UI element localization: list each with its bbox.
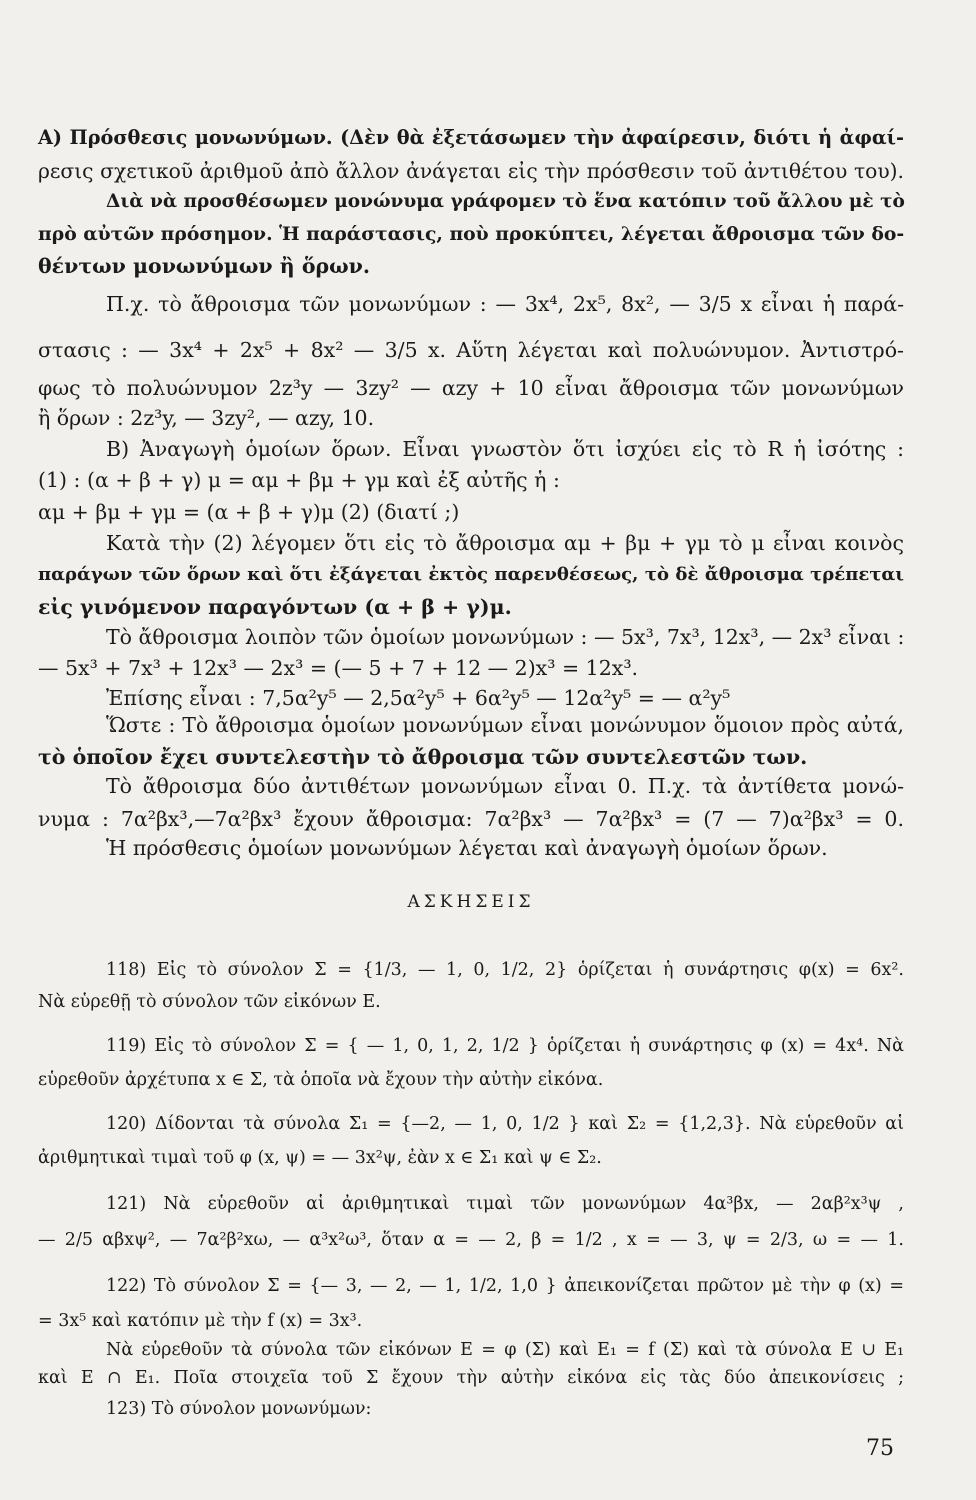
text-line: Ὥστε : Τὸ ἄθροισμα ὁμοίων μονωνύμων εἶναι μονώνυμον ὅμοιον πρὸς αὐτά, — [106, 713, 904, 737]
text-line: ἢ ὅρων : 2z³y, — 3zy², — αzy, 10. — [38, 406, 375, 430]
exercise-line: 118) Εἰς τὸ σύνολον Σ = {1/3, — 1, 0, 1/2, 2} ὁρίζεται ἡ συνάρτησις φ(x) = 6x². — [106, 960, 904, 980]
page-number: 75 — [866, 1436, 894, 1461]
text-line: Ἐπίσης εἶναι : 7,5α²y⁵ — 2,5α²y⁵ + 6α²y⁵ — 12α²y⁵ = — α²y⁵ — [106, 686, 731, 710]
text-line: εἰς γινόμενον παραγόντων (α + β + γ)μ. — [38, 595, 512, 619]
exercise-line: Νὰ εὑρεθῇ τὸ σύνολον τῶν εἰκόνων Ε. — [38, 992, 381, 1012]
text-line: Διὰ νὰ προσθέσωμεν μονώνυμα γράφομεν τὸ ἕνα κατόπιν τοῦ ἄλλου μὲ τὸ — [106, 191, 905, 212]
text-line: (1) : (α + β + γ) μ = αμ + βμ + γμ καὶ ἐξ αὐτῆς ἡ : — [38, 468, 560, 492]
exercise-line: 120) Δίδονται τὰ σύνολα Σ₁ = {—2, — 1, 0, 1/2 } καὶ Σ₂ = {1,2,3}. Νὰ εὑρεθοῦν αἱ — [106, 1114, 904, 1134]
exercise-line: καὶ Ε ∩ Ε₁. Ποῖα στοιχεῖα τοῦ Σ ἔχουν τὴν αὐτὴν εἰκόνα εἰς τὰς δύο ἀπεικονίσεις ; — [38, 1368, 904, 1388]
text-line: Ἡ πρόσθεσις ὁμοίων μονωνύμων λέγεται καὶ ἀναγωγὴ ὁμοίων ὅρων. — [106, 836, 828, 860]
exercise-line: 123) Τὸ σύνολον μονωνύμων: — [106, 1399, 372, 1419]
exercise-line: εὑρεθοῦν ἀρχέτυπα x ∈ Σ, τὰ ὁποῖα νὰ ἔχουν τὴν αὐτὴν εἰκόνα. — [38, 1070, 604, 1090]
text-line: θέντων μονωνύμων ἢ ὅρων. — [38, 254, 371, 278]
exercise-line: 122) Τὸ σύνολον Σ = {— 3, — 2, — 1, 1/2, 1,0 } ἀπεικονίζεται πρῶτον μὲ τὴν φ (x) = — [106, 1276, 904, 1296]
exercise-line: ἀριθμητικαὶ τιμαὶ τοῦ φ (x, ψ) = — 3x²ψ, ἐὰν x ∈ Σ₁ καὶ ψ ∈ Σ₂. — [38, 1148, 602, 1168]
text-line: Π.χ. τὸ ἄθροισμα τῶν μονωνύμων : — 3x⁴, 2x⁵, 8x², — 3/5 x εἶναι ἡ παρά- — [106, 292, 904, 316]
text-line: παράγων τῶν ὅρων καὶ ὅτι ἐξάγεται ἐκτὸς παρενθέσεως, τὸ δὲ ἄθροισμα τρέπεται — [38, 564, 904, 585]
text-line: — 5x³ + 7x³ + 12x³ — 2x³ = (— 5 + 7 + 12 — 2)x³ = 12x³. — [38, 656, 639, 680]
text-line: ρεσις σχετικοῦ ἀριθμοῦ ἀπὸ ἄλλον ἀνάγεται εἰς τὴν πρόσθεσιν τοῦ ἀντιθέτου του). — [38, 159, 904, 183]
text-line: Τὸ ἄθροισμα δύο ἀντιθέτων μονωνύμων εἶναι 0. Π.χ. τὰ ἀντίθετα μονώ- — [106, 774, 904, 798]
text-line: Α) Πρόσθεσις μονωνύμων. (Δὲν θὰ ἐξετάσωμεν τὴν ἀφαίρεσιν, διότι ἡ ἀφαί- — [38, 126, 904, 149]
text-line: τὸ ὁποῖον ἔχει συντελεστὴν τὸ ἄθροισμα τῶν συντελεστῶν των. — [38, 745, 808, 769]
text-line: Β) Ἀναγωγὴ ὁμοίων ὅρων. Εἶναι γνωστὸν ὅτι ἰσχύει εἰς τὸ R ἡ ἰσότης : — [106, 437, 904, 461]
exercise-line: = 3x⁵ καὶ κατόπιν μὲ τὴν f (x) = 3x³. — [38, 1311, 363, 1331]
text-line: Τὸ ἄθροισμα λοιπὸν τῶν ὁμοίων μονωνύμων : — 5x³, 7x³, 12x³, — 2x³ εἶναι : — [106, 625, 905, 649]
text-line: αμ + βμ + γμ = (α + β + γ)μ (2) (διατί ;) — [38, 500, 460, 524]
text-line: νυμα : 7α²βx³,—7α²βx³ ἔχουν ἄθροισμα: 7α²βx³ — 7α²βx³ = (7 — 7)α²βx³ = 0. — [38, 807, 904, 831]
text-line: στασις : — 3x⁴ + 2x⁵ + 8x² — 3/5 x. Αὕτη λέγεται καὶ πολυώνυμον. Ἀντιστρό- — [38, 338, 904, 362]
exercise-line: 121) Νὰ εὑρεθοῦν αἱ ἀριθμητικαὶ τιμαὶ τῶν μονωνύμων 4α³βx, — 2αβ²x³ψ , — [106, 1194, 904, 1214]
exercise-line: — 2/5 αβxψ², — 7α²β²xω, — α³x²ω³, ὅταν α = — 2, β = 1/2 , x = — 3, ψ = 2/3, ω = — 1. — [38, 1230, 904, 1250]
text-line: φως τὸ πολυώνυμον 2z³y — 3zy² — αzy + 10 εἶναι ἄθροισμα τῶν μονωνύμων — [38, 376, 904, 400]
exercises-heading: ΑΣΚΗΣΕΙΣ — [407, 892, 535, 912]
text-line: πρὸ αὐτῶν πρόσημον. Ἡ παράστασις, ποὺ προκύπτει, λέγεται ἄθροισμα τῶν δο- — [38, 223, 905, 245]
text-line: Κατὰ τὴν (2) λέγομεν ὅτι εἰς τὸ ἄθροισμα αμ + βμ + γμ τὸ μ εἶναι κοινὸς — [106, 531, 904, 555]
exercise-line: 119) Εἰς τὸ σύνολον Σ = { — 1, 0, 1, 2, 1/2 } ὁρίζεται ἡ συνάρτησις φ (x) = 4x⁴. Νὰ — [106, 1036, 904, 1056]
exercise-line: Νὰ εὑρεθοῦν τὰ σύνολα τῶν εἰκόνων Ε = φ (Σ) καὶ Ε₁ = f (Σ) καὶ τὰ σύνολα Ε ∪ Ε₁ — [106, 1340, 904, 1360]
